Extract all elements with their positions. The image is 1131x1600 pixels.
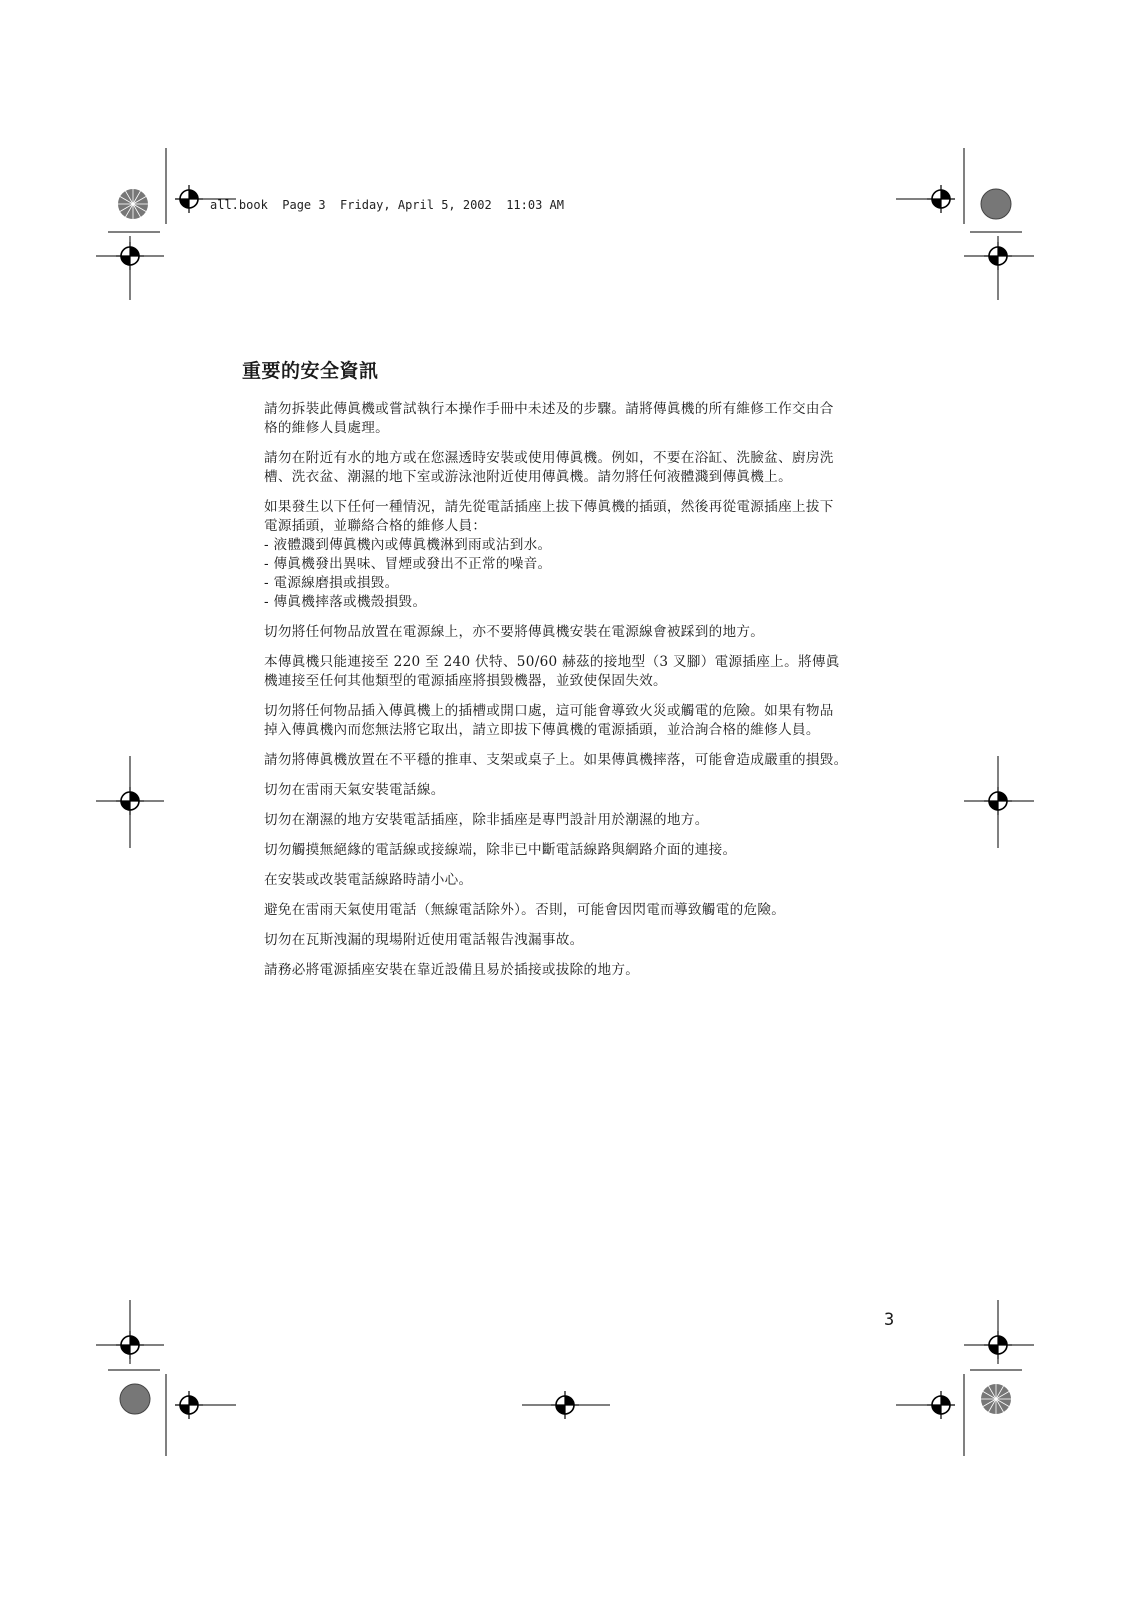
- paragraph-line: 在安裝或改裝電話線路時請小心。: [264, 872, 473, 888]
- safety-paragraph: [264, 871, 906, 890]
- crop-mark-middle-left: [96, 756, 164, 848]
- crop-mark-bottom-left: [96, 1300, 236, 1456]
- safety-paragraph: [264, 449, 906, 487]
- paragraph-line: 本傳眞機只能連接至 220 至 240 伏特、50/60 赫茲的接地型（3 叉腳）電源插座上。將傳眞: [264, 654, 840, 670]
- safety-information-body: [264, 400, 906, 991]
- paragraph-line: 切勿在雷雨天氣安裝電話線。: [264, 782, 445, 798]
- paragraph-line: 請務必將電源插座安裝在靠近設備且易於插接或拔除的地方。: [264, 962, 640, 978]
- page-number: 3: [884, 1310, 895, 1330]
- paragraph-line: 切勿在瓦斯洩漏的現場附近使用電話報告洩漏事故。: [264, 932, 584, 948]
- safety-paragraph: [264, 901, 906, 920]
- paragraph-line: 請勿在附近有水的地方或在您濕透時安裝或使用傳眞機。例如，不要在浴缸、洗臉盆、廚房洗: [264, 450, 834, 466]
- paragraph-line: 掉入傳眞機內而您無法將它取出，請立即拔下傳眞機的電源插頭，並洽詢合格的維修人員。: [264, 722, 820, 738]
- safety-paragraph: [264, 751, 906, 770]
- list-item: - 電源線磨損或損毀。: [264, 575, 399, 591]
- paragraph-line: 切勿將任何物品放置在電源線上，亦不要將傳眞機安裝在電源線會被踩到的地方。: [264, 624, 765, 640]
- paragraph-line: 槽、洗衣盆、潮濕的地下室或游泳池附近使用傳眞機。請勿將任何液體濺到傳眞機上。: [264, 469, 792, 485]
- paragraph-line: 格的維修人員處理。: [264, 420, 390, 436]
- safety-paragraph: [264, 811, 906, 830]
- crop-mark-top-right: [896, 148, 1034, 300]
- print-file-info: all.book Page 3 Friday, April 5, 2002 11:03 AM: [210, 198, 565, 212]
- paragraph-line: 切勿觸摸無絕緣的電話線或接線端，除非已中斷電話線路與網路介面的連接。: [264, 842, 737, 858]
- paragraph-line: 避免在雷雨天氣使用電話（無線電話除外）。否則，可能會因閃電而導致觸電的危險。: [264, 902, 786, 918]
- safety-paragraph: [264, 961, 906, 980]
- safety-paragraph: [264, 623, 906, 642]
- page-title: 重要的安全資訊: [242, 360, 379, 382]
- paragraph-line: 切勿將任何物品插入傳眞機上的插槽或開口處，這可能會導致火災或觸電的危險。如果有物品: [264, 703, 834, 719]
- paragraph-line: 如果發生以下任何一種情況，請先從電話插座上拔下傳眞機的插頭，然後再從電源插座上拔下: [264, 499, 834, 515]
- safety-paragraph: [264, 653, 906, 691]
- paragraph-line: 電源插頭，並聯絡合格的維修人員：: [264, 518, 487, 534]
- list-item: - 傳眞機發出異味、冒煙或發出不正常的噪音。: [264, 556, 552, 572]
- crop-mark-bottom-right: [896, 1300, 1034, 1456]
- paragraph-line: 請勿拆裝此傳眞機或嘗試執行本操作手冊中未述及的步驟。請將傳眞機的所有維修工作交由合: [264, 401, 834, 417]
- safety-paragraph: [264, 400, 906, 438]
- paragraph-line: 切勿在潮濕的地方安裝電話插座，除非插座是專門設計用於潮濕的地方。: [264, 812, 709, 828]
- safety-paragraph: [264, 931, 906, 950]
- crop-mark-top-left: [96, 148, 236, 300]
- crop-mark-bottom-center: [522, 1391, 610, 1419]
- paragraph-line: 機連接至任何其他類型的電源插座將損毀機器，並致使保固失效。: [264, 673, 667, 689]
- list-item: - 傳眞機摔落或機殼損毀。: [264, 594, 427, 610]
- list-item: - 液體濺到傳眞機內或傳眞機淋到雨或沾到水。: [264, 537, 552, 553]
- crop-mark-middle-right: [964, 756, 1034, 848]
- safety-paragraph: [264, 841, 906, 860]
- safety-paragraph: [264, 498, 906, 612]
- safety-paragraph: [264, 781, 906, 800]
- paragraph-line: 請勿將傳眞機放置在不平穩的推車、支架或桌子上。如果傳眞機摔落，可能會造成嚴重的損毀。: [264, 752, 848, 768]
- safety-paragraph: [264, 702, 906, 740]
